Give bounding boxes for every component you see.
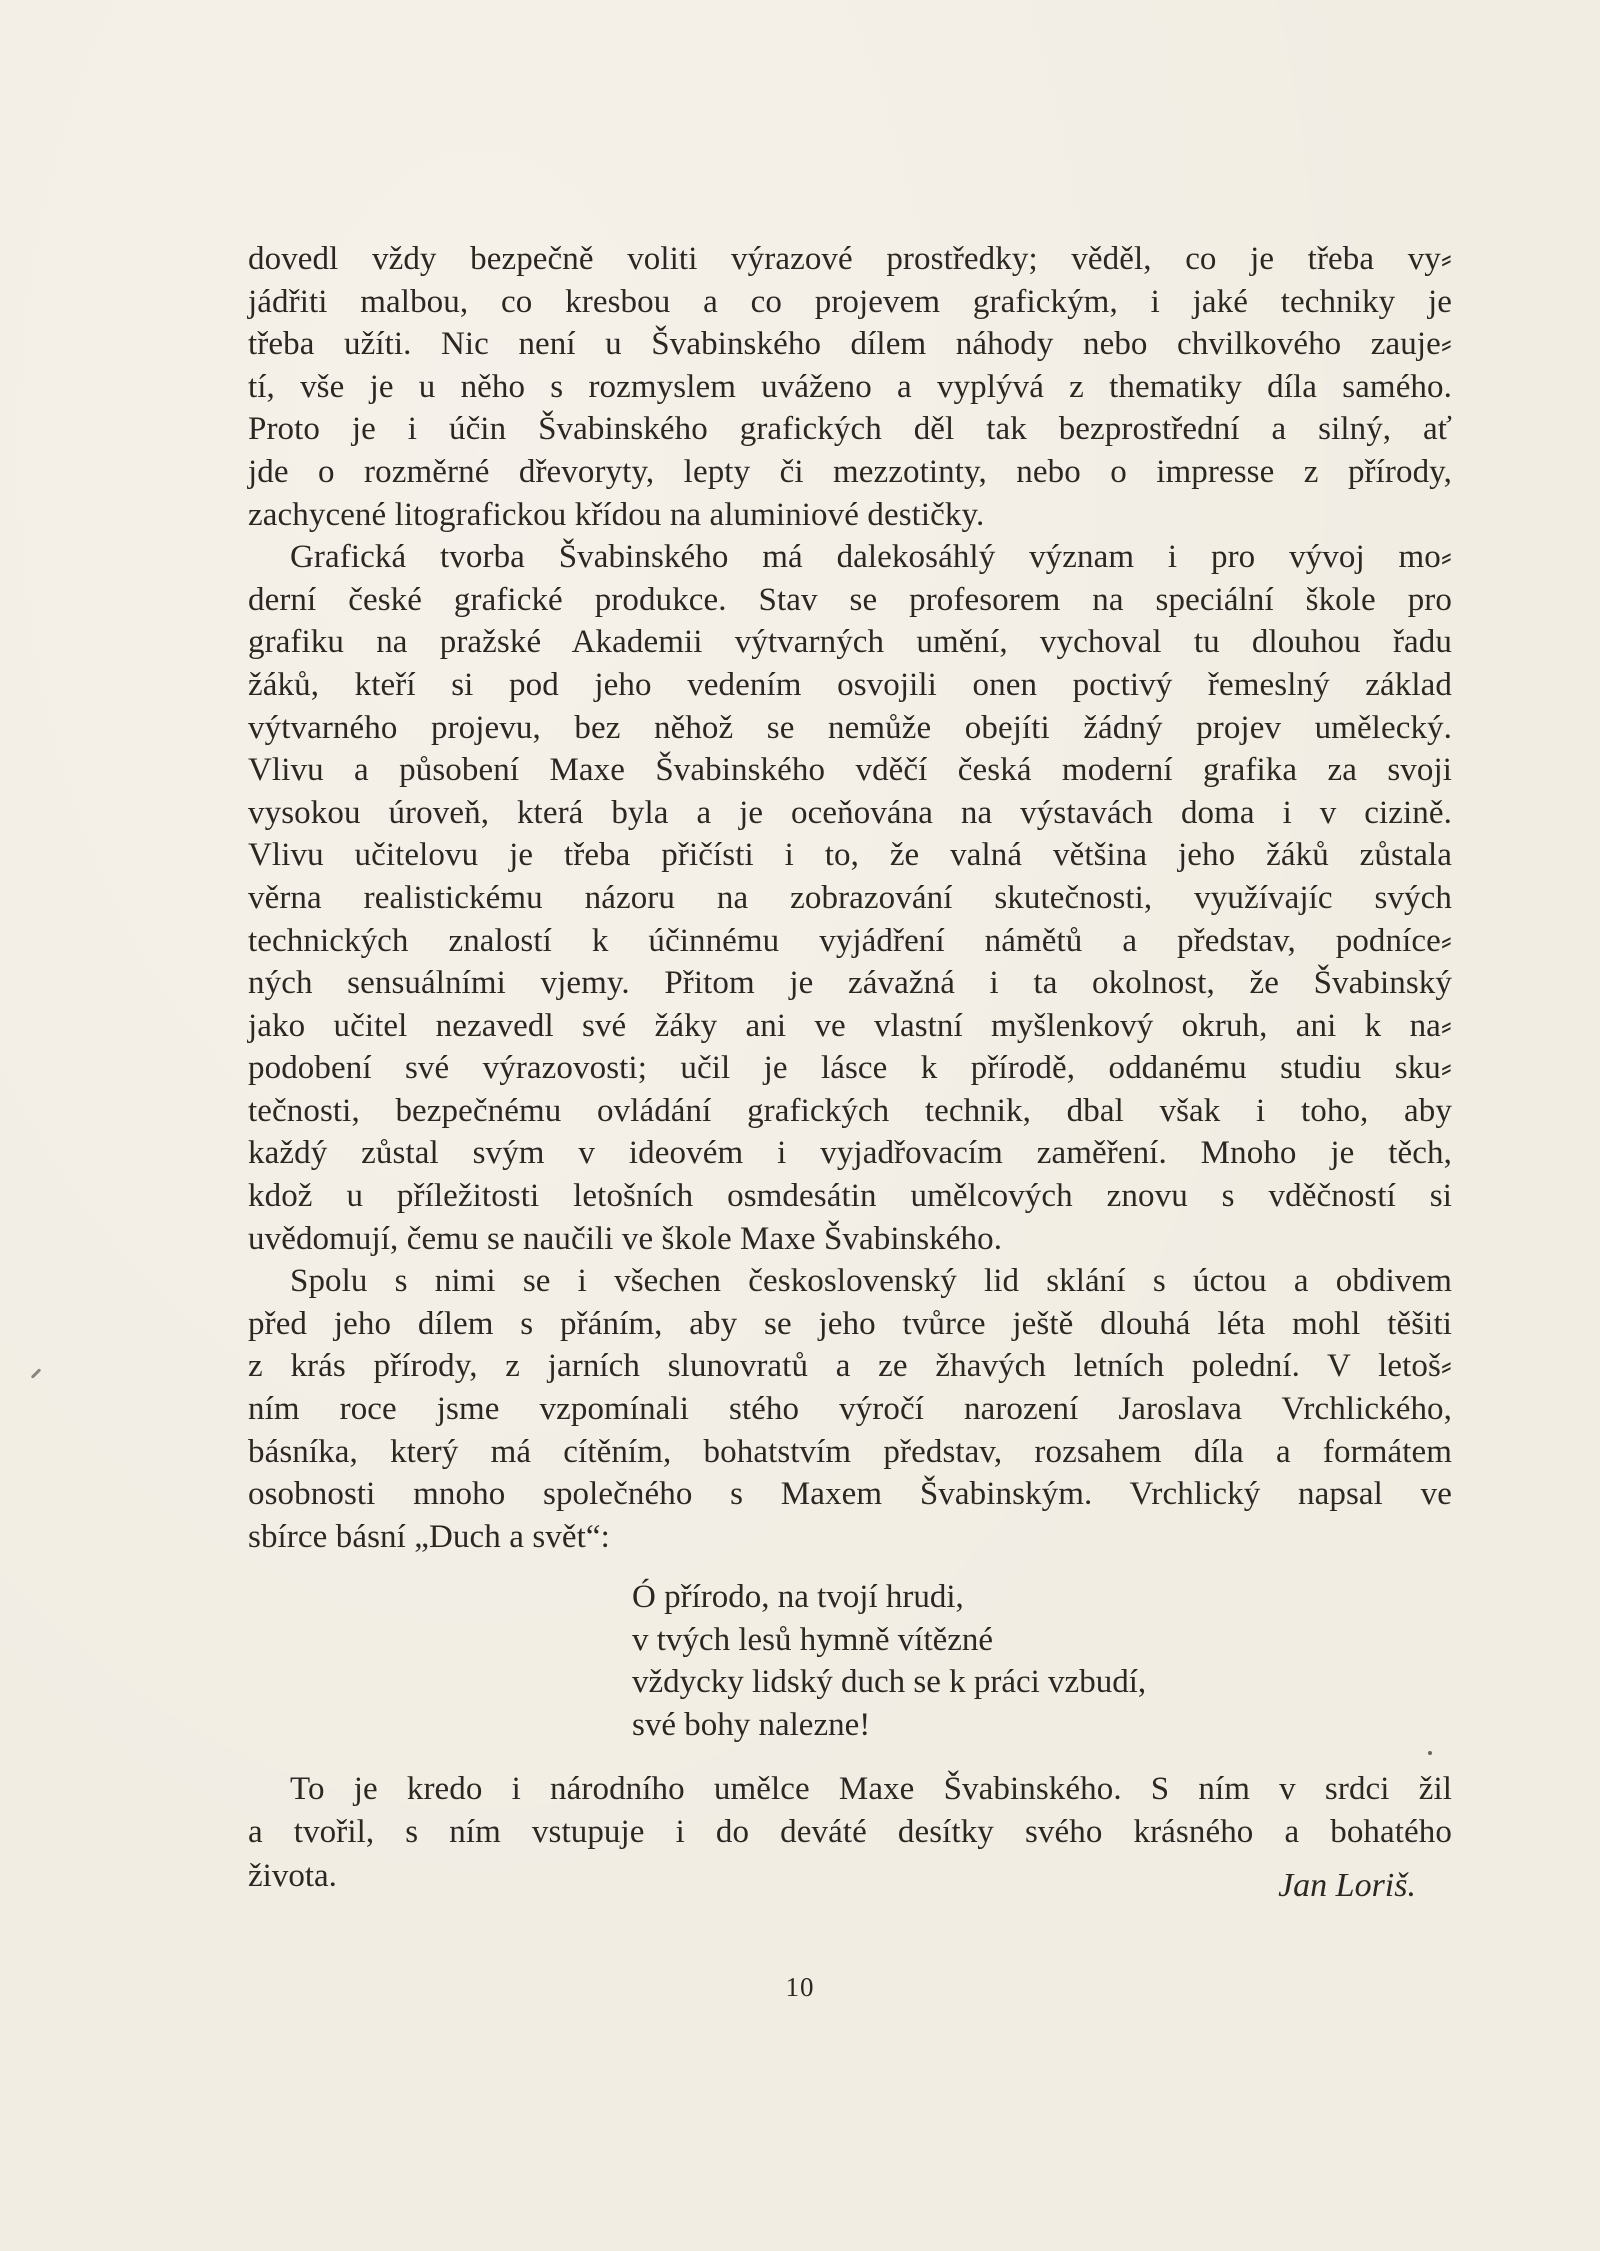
text-line: věrna realistickému názoru na zobrazování skutečnosti, využívajíc svých bbox=[248, 879, 1452, 916]
poem-line: své bohy nalezne! bbox=[632, 1706, 871, 1743]
text-line: ných sensuálními vjemy. Přitom je závažná i ta okolnost, že Švabinský bbox=[248, 965, 1452, 1002]
text-line: každý zůstal svým v ideovém i vyjadřovacím zaměření. Mnoho je těch, bbox=[248, 1135, 1452, 1172]
text-line: jako učitel nezavedl své žáky ani ve vlastní myšlenkový okruh, ani k na⸗ bbox=[248, 1007, 1452, 1044]
scan-dot bbox=[1428, 1751, 1432, 1755]
text-line: jde o rozměrné dřevoryty, lepty či mezzotinty, nebo o impresse z přírody, bbox=[248, 453, 1452, 490]
text-line: a tvořil, s ním vstupuje i do deváté desítky svého krásného a bohatého bbox=[248, 1813, 1452, 1850]
text-line: tí, vše je u něho s rozmyslem uváženo a vyplývá z thematiky díla samého. bbox=[248, 368, 1452, 405]
text-line: zachycené litografickou křídou na aluminiové destičky. bbox=[248, 496, 985, 533]
text-line: derní české grafické produkce. Stav se profesorem na speciální škole pro bbox=[248, 581, 1452, 618]
poem-line: v tvých lesů hymně vítězné bbox=[632, 1621, 994, 1658]
text-line: sbírce básní „Duch a svět“: bbox=[248, 1518, 610, 1555]
text-line: z krás přírody, z jarních slunovratů a ze žhavých letních polední. V letoš⸗ bbox=[248, 1348, 1452, 1385]
text-line: jádřiti malbou, co kresbou a co projevem grafickým, i jaké techniky je bbox=[248, 283, 1452, 320]
paragraph-start-line: To je kredo i národního umělce Maxe Švabinského. S ním v srdci žil bbox=[290, 1771, 1452, 1807]
text-line: výtvarného projevu, bez něhož se nemůže obejíti žádný projev umělecký. bbox=[248, 709, 1452, 746]
text-line: žáků, kteří si pod jeho vedením osvojili onen poctivý řemeslný základ bbox=[248, 666, 1452, 703]
text-line: technických znalostí k účinnému vyjádření námětů a představ, podníce⸗ bbox=[248, 922, 1452, 959]
poem-quote bbox=[632, 1576, 1146, 1746]
text-line: osobnosti mnoho společného s Maxem Švabinským. Vrchlický napsal ve bbox=[248, 1476, 1452, 1513]
text-line: Vlivu učitelovu je třeba přičísti i to, že valná většina jeho žáků zůstala bbox=[248, 837, 1452, 874]
text-line: ním roce jsme vzpomínali stého výročí narození Jaroslava Vrchlického, bbox=[248, 1391, 1452, 1428]
text-line: třeba užíti. Nic není u Švabinského dílem náhody nebo chvilkového zauje⸗ bbox=[248, 326, 1452, 363]
text-line: básníka, který má cítěním, bohatstvím představ, rozsahem díla a formátem bbox=[248, 1433, 1452, 1470]
text-line: dovedl vždy bezpečně voliti výrazové prostředky; věděl, co je třeba vy⸗ bbox=[248, 241, 1452, 277]
paragraph-start-line: Grafická tvorba Švabinského má dalekosáhlý význam i pro vývoj mo⸗ bbox=[290, 539, 1452, 576]
paragraph-start-line: Spolu s nimi se i všechen československý lid sklání s úctou a obdivem bbox=[290, 1263, 1452, 1300]
author-signature: Jan Loriš. bbox=[1278, 1867, 1416, 1905]
text-line: grafiku na pražské Akademii výtvarných umění, vychoval tu dlouhou řadu bbox=[248, 624, 1452, 661]
text-line: života. bbox=[248, 1858, 337, 1895]
text-line: uvědomují, čemu se naučili ve škole Maxe Švabinského. bbox=[248, 1220, 1003, 1257]
essay-body bbox=[248, 238, 1452, 1558]
text-line: podobení své výrazovosti; učil je lásce k přírodě, oddanému studiu sku⸗ bbox=[248, 1050, 1452, 1087]
poem-line: vždycky lidský duch se k práci vzbudí, bbox=[632, 1664, 1147, 1701]
text-line: před jeho dílem s přáním, aby se jeho tvůrce ještě dlouhá léta mohl těšiti bbox=[248, 1305, 1452, 1342]
scan-mark bbox=[31, 1368, 42, 1379]
final-line-row bbox=[248, 1853, 1452, 1905]
poem-line: Ó přírodo, na tvojí hrudi, bbox=[632, 1579, 964, 1615]
page-number: 10 bbox=[785, 1972, 815, 2002]
text-line: vysokou úroveň, která byla a je oceňována na výstavách doma i v cizině. bbox=[248, 794, 1452, 831]
text-line: tečnosti, bezpečnému ovládání grafických technik, dbal však i toho, aby bbox=[248, 1092, 1452, 1129]
text-line: Vlivu a působení Maxe Švabinského vděčí česká moderní grafika za svoji bbox=[248, 752, 1452, 789]
closing-paragraph bbox=[248, 1768, 1452, 1905]
text-line: Proto je i účin Švabinského grafických děl tak bezprostřední a silný, ať bbox=[248, 411, 1452, 448]
text-line: kdož u příležitosti letošních osmdesátin umělcových znovu s vděčností si bbox=[248, 1178, 1452, 1215]
